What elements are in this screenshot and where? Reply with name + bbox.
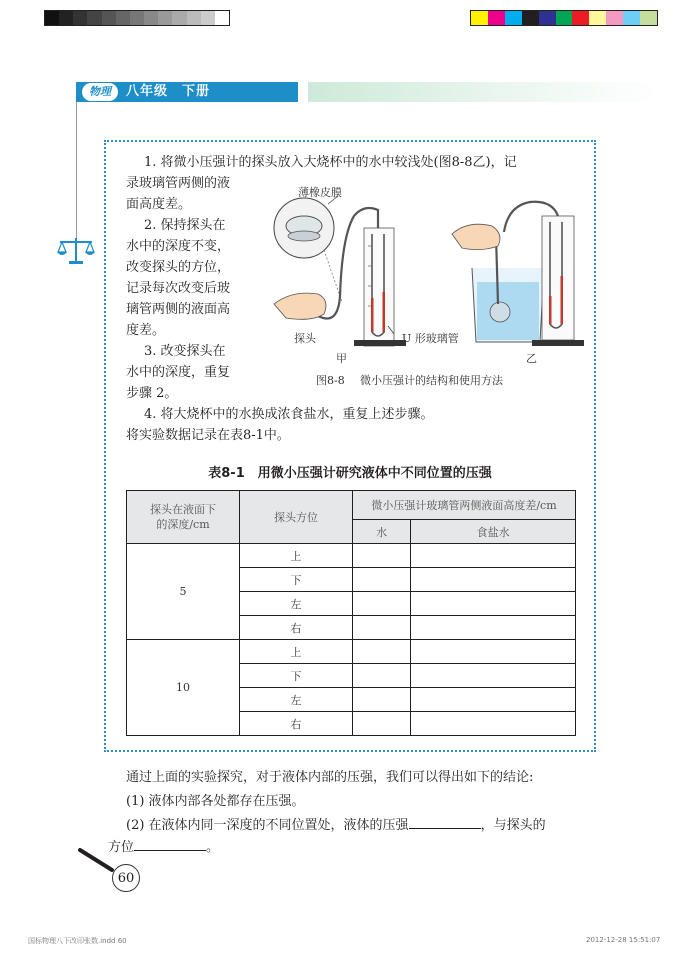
conclusion-2-part-a: (2) 在液体内同一深度的不同位置处，液体的压强 — [126, 818, 409, 833]
step-2-line-2: 水中的深度不变， — [126, 239, 231, 254]
conclusion-1: (1) 液体内部各处都存在压强。 — [126, 794, 305, 809]
depth-cell: 10 — [127, 640, 240, 736]
empty-cell — [411, 568, 576, 592]
empty-cell — [353, 616, 411, 640]
header-water: 水 — [353, 520, 411, 544]
grade-label: 八年级 下册 — [126, 84, 211, 99]
step-1-line-1: 1. 将微小压强计的探头放入大烧杯中的水中较浅处(图8-8乙)，记 — [144, 155, 517, 170]
label-yi: 乙 — [526, 352, 537, 365]
answer-blank-2[interactable] — [134, 836, 206, 851]
direction-cell: 左 — [240, 688, 353, 712]
step-1-line-3: 面高度差。 — [126, 197, 192, 212]
empty-cell — [353, 664, 411, 688]
direction-cell: 上 — [240, 640, 353, 664]
empty-cell — [411, 688, 576, 712]
table-row — [127, 544, 576, 568]
step-1-line-2: 录玻璃管两侧的液 — [126, 176, 231, 191]
conclusion-2-part-c: 方位 — [108, 840, 135, 855]
slug-file: 国标物理八下改印张数.indd 60 — [28, 937, 127, 945]
step-4-line-1: 4. 将大烧杯中的水换成浓食盐水，重复上述步骤。 — [144, 407, 434, 422]
step-2-line-5: 璃管两侧的液面高 — [126, 302, 231, 317]
color-registration-strip — [470, 10, 658, 26]
page-number: 60 — [112, 864, 140, 892]
figure-caption-number: 图8-8 — [316, 374, 345, 387]
step-3-line-1: 3. 改变探头在 — [144, 344, 226, 359]
answer-blank-1[interactable] — [409, 814, 481, 829]
empty-cell — [411, 544, 576, 568]
data-table — [126, 490, 576, 736]
grayscale-registration-strip — [44, 10, 230, 26]
figure-caption-text: 微小压强计的结构和使用方法 — [360, 374, 503, 387]
header-gradient-band — [308, 82, 660, 102]
label-membrane: 薄橡皮膜 — [298, 186, 342, 199]
header-depth: 探头在液面下 的深度/cm — [127, 491, 240, 544]
step-2-line-6: 度差。 — [126, 323, 166, 338]
empty-cell — [411, 664, 576, 688]
empty-cell — [411, 616, 576, 640]
header-direction: 探头方位 — [240, 491, 353, 544]
label-probe: 探头 — [294, 332, 316, 345]
direction-cell: 上 — [240, 544, 353, 568]
empty-cell — [353, 544, 411, 568]
conclusion-2-part-d: 。 — [206, 840, 220, 855]
conclusion-2-continued — [108, 836, 219, 860]
empty-cell — [411, 592, 576, 616]
pressure-gauge-illustration — [268, 176, 588, 354]
balance-scale-icon — [56, 236, 96, 266]
table-row — [127, 640, 576, 664]
empty-cell — [411, 712, 576, 736]
subject-logo: 物理 — [82, 83, 118, 101]
conclusion-intro: 通过上面的实验探究，对于液体内部的压强，我们可以得出如下的结论: — [126, 770, 534, 785]
header-salt-water: 食盐水 — [411, 520, 576, 544]
conclusion-2-part-b: ，与探头的 — [480, 818, 546, 833]
empty-cell — [411, 640, 576, 664]
direction-cell: 右 — [240, 616, 353, 640]
margin-rule — [76, 102, 77, 254]
direction-cell: 右 — [240, 712, 353, 736]
label-jia: 甲 — [336, 352, 347, 365]
step-2-line-4: 记录每次改变后玻 — [126, 281, 231, 296]
empty-cell — [353, 568, 411, 592]
step-3-line-3: 步骤 2。 — [126, 386, 178, 401]
direction-cell: 下 — [240, 568, 353, 592]
depth-cell: 5 — [127, 544, 240, 640]
magnifier-handle-icon — [76, 846, 116, 876]
step-2-line-3: 改变探头的方位， — [126, 260, 231, 275]
step-3-line-2: 水中的深度，重复 — [126, 365, 231, 380]
conclusion-2 — [126, 814, 546, 838]
empty-cell — [353, 688, 411, 712]
header-height-difference: 微小压强计玻璃管两侧液面高度差/cm — [353, 491, 576, 520]
step-2-line-1: 2. 保持探头在 — [144, 218, 226, 233]
empty-cell — [353, 640, 411, 664]
empty-cell — [353, 592, 411, 616]
empty-cell — [353, 712, 411, 736]
direction-cell: 左 — [240, 592, 353, 616]
slug-timestamp: 2012-12-28 15:51:07 — [586, 936, 661, 944]
step-4-line-2: 将实验数据记录在表8-1中。 — [126, 428, 290, 443]
direction-cell: 下 — [240, 664, 353, 688]
label-u-tube: U 形玻璃管 — [402, 332, 459, 345]
table-caption: 表8-1 用微小压强计研究液体中不同位置的压强 — [208, 466, 492, 481]
